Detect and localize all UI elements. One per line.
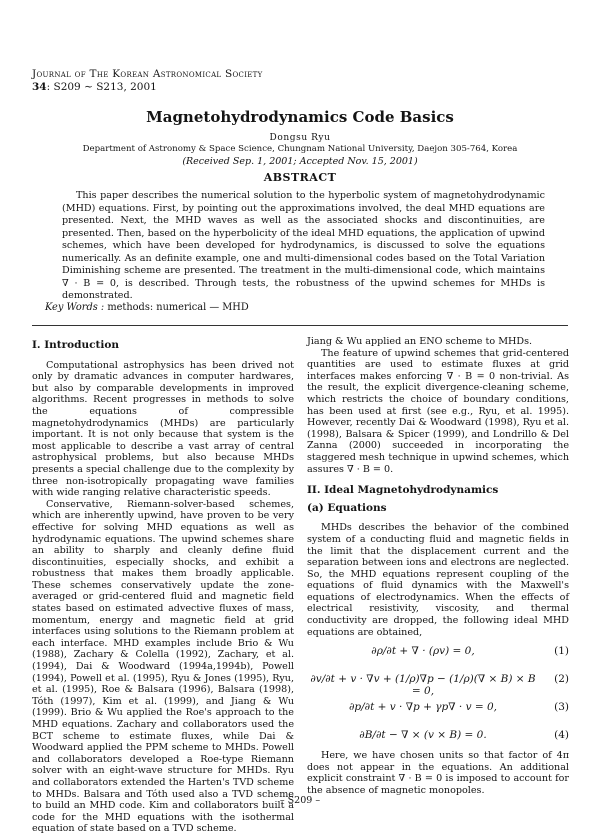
abstract-heading: ABSTRACT	[263, 171, 337, 184]
keywords-label: Key Words :	[45, 302, 105, 313]
equation-body: ∂v/∂t + v · ∇v + (1/ρ)∇p − (1/ρ)(∇ × B) × B = 0,	[310, 673, 536, 697]
equation-number: (1)	[554, 645, 569, 658]
paper-title: Magnetohydrodynamics Code Basics	[146, 108, 454, 126]
volume-number: 34	[32, 81, 47, 93]
journal-name: Journal of The Korean Astronomical Society	[32, 68, 263, 80]
author: Dongsu Ryu	[269, 133, 331, 143]
equation	[307, 666, 569, 697]
paragraph: Here, we have chosen units so that factor of 4π does not appear in the equations. An additional explicit constraint ∇ · B = 0 is imposed to account for the absence of magnetic monopoles.	[307, 750, 569, 797]
paragraph: Conservative, Riemann-solver-based schemes, which are inherently upwind, have proven to be very effective for solving MHD equations as well as hydrodynamic equations. The upwind schemes share an ability to sharply and cleanly define fluid discontinuities, especially shocks, and exhibit a robustness that makes them broadly applicable. These schemes conservatively update the zone-averaged or grid-centered fluid and magnetic field states based on estimated advective fluxes of mass, momentum, energy and magnetic field at grid interfaces using solutions to the Riemann problem at each interface. MHD examples include Brio & Wu (1988), Zachary & Colella (1992), Zachary, et al. (1994), Dai & Woodward (1994a,1994b), Powell (1994), Powell et al. (1995), Ryu & Jones (1995), Ryu, et al. (1995), Roe & Balsara (1996), Balsara (1998), Tóth (1997), Kim et al. (1999), and Jiang & Wu (1999). Brio & Wu applied the Roe's approach to the MHD equations. Zachary and collaborators used the BCT scheme to estimate fluxes, while Dai & Woodward applied the PPM scheme to MHDs. Powell and collaborators developed a Roe-type Riemann solver with an eight-wave structure for MHDs. Ryu and collaborators extended the Harten's TVD scheme to MHDs. Balsara and Tóth used also a TVD scheme to build an MHD code. Kim and collaborators built a code for the MHD equations with the isothermal equation of state based on a TVD scheme.	[32, 498, 294, 835]
equation-body: ∂B/∂t − ∇ × (v × B) = 0.	[359, 729, 487, 742]
equation-body: ∂ρ/∂t + ∇ · (ρv) = 0,	[371, 645, 475, 658]
abstract-text: This paper describes the numerical solution to the hyperbolic system of magnetohydrodynamic (MHD) equations. First, by pointing out the approximations involved, the deal MHD equations are presented. Next, the MHD waves as well as the associated shocks and discontinuities, are presented. Then, based on the hyperbolicity of the ideal MHD equations, the application of upwind schemes, which have been developed for hydrodynamics, is discussed to solve the equations numerically. As an definite example, one and multi-dimensional codes based on the Total Variation Diminishing scheme are presented. The treatment in the multi-dimensional code, which maintains ∇ · B = 0, is described. Through tests, the robustness of the upwind schemes for MHDs is demonstrated.	[62, 190, 545, 301]
paragraph: MHDs describes the behavior of the combined system of a conducting fluid and magnetic fields in the limit that the displacement current and the separation between ions and electrons are neglected. So, the MHD equations represent coupling of the equations of fluid dynamics with the Maxwell's equations of electrodynamics. When the effects of electrical resistivity, viscosity, and thermal conductivity are dropped, the following ideal MHD equations are obtained,	[307, 522, 569, 638]
equation-number: (3)	[554, 701, 569, 714]
divider	[32, 325, 568, 326]
equation	[307, 694, 569, 722]
paragraph: Jiang & Wu applied an ENO scheme to MHDs.	[307, 336, 533, 347]
received-dates: (Received Sep. 1, 2001; Accepted Nov. 15, 2001)	[182, 156, 418, 167]
paragraph: The feature of upwind schemes that grid-centered quantities are used to estimate fluxes at grid interfaces makes enforcing ∇ · B = 0 non-trivial. As the result, the explicit divergence-cleaning scheme, which restricts the choice of boundary conditions, has been used at first (see e.g., Ryu, et al. 1995). However, recently Dai & Woodward (1998), Ryu et al. (1998), Balsara & Spicer (1999), and Londrillo & Del Zanna (2000) succeeded in incorporating the staggered mesh technique in upwind schemes, which assures ∇ · B = 0.	[307, 347, 569, 475]
left-column	[32, 340, 294, 835]
equation-body: ∂p/∂t + v · ∇p + γp∇ · v = 0,	[348, 701, 498, 714]
keywords-text: methods: numerical — MHD	[104, 302, 249, 313]
section-heading-introduction: I. Introduction	[32, 339, 119, 351]
equation-number: (2)	[554, 673, 569, 686]
subsection-heading-equations: (a) Equations	[307, 501, 387, 514]
paragraph: Computational astrophysics has been drived not only by dramatic advances in computer hardwares, but also by comparable developments in improved algorithms. Recent progresses in methods to solve the equations of compressible magnetohydrodynamics (MHDs) are particularly important. It is not only because that system is the most applicable to describe a vast array of central astrophysical problems, but also because MHDs presents a special challenge due to the complexity by three non-isotropically propagating wave families with wide ranging relative characteristic speeds.	[32, 359, 294, 499]
equation	[307, 722, 569, 750]
page-range: : S209 ∼ S213, 2001	[46, 81, 157, 93]
keywords	[45, 302, 249, 313]
equation-number: (4)	[554, 729, 569, 742]
equation	[307, 638, 569, 666]
right-column	[307, 336, 569, 797]
page-number: – S209 –	[279, 795, 321, 806]
volume-info	[32, 81, 157, 94]
affiliation: Department of Astronomy & Space Science, Chungnam National University, Daejon 305-764, Korea	[82, 144, 518, 154]
section-heading-ideal-mhd: II. Ideal Magnetohydrodynamics	[307, 484, 499, 497]
